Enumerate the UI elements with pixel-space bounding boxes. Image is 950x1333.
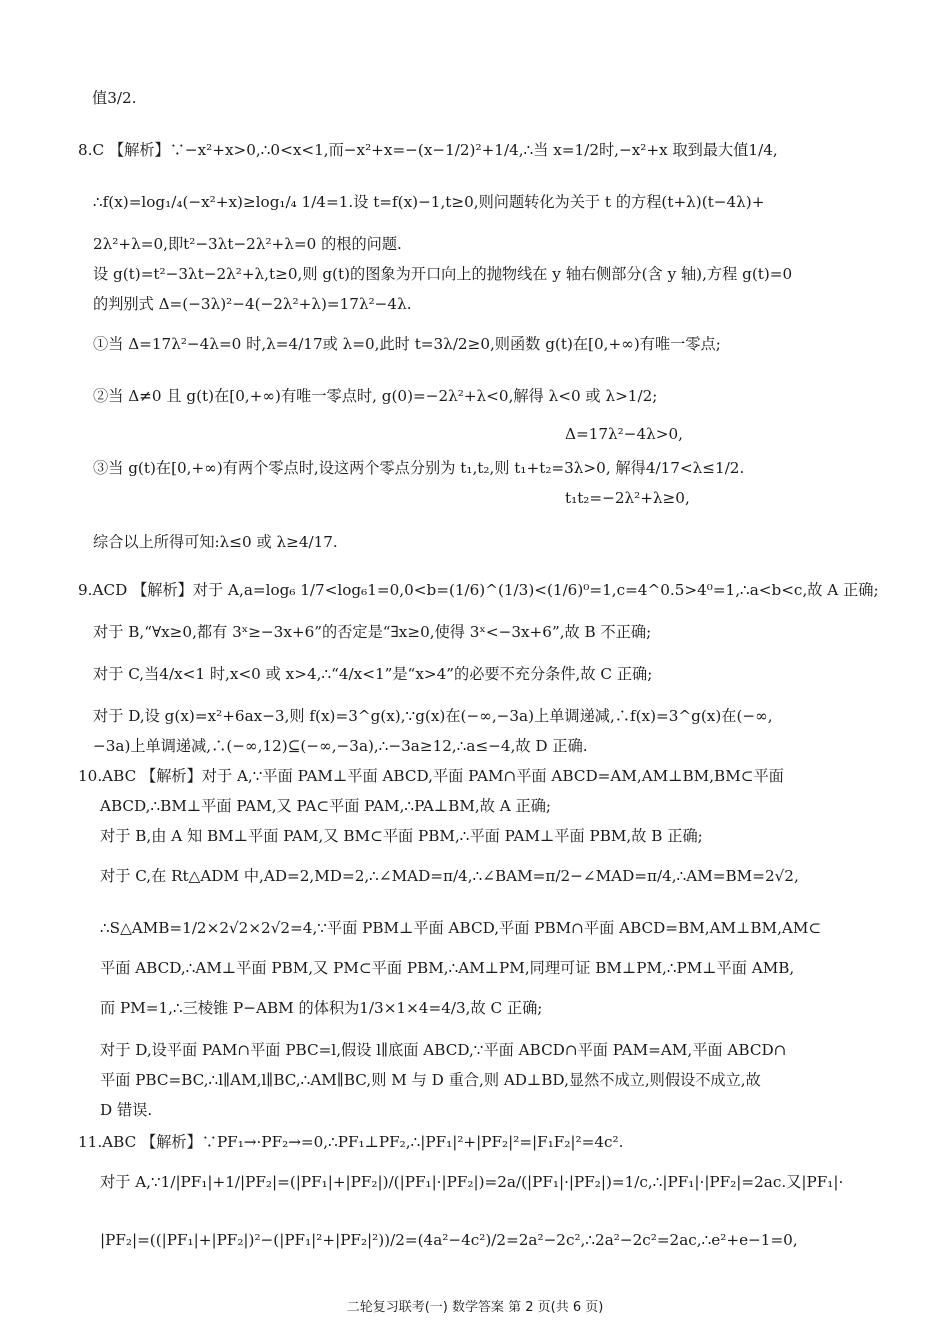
text-line: 2λ²+λ=0,即t²−3λt−2λ²+λ=0 的根的问题. bbox=[93, 235, 402, 253]
text-line: ①当 Δ=17λ²−4λ=0 时,λ=4/17或 λ=0,此时 t=3λ/2≥0,则函数 g(t)在[0,+∞)有唯一零点; bbox=[93, 335, 721, 353]
text-line: ②当 Δ≠0 且 g(t)在[0,+∞)有唯一零点时, g(0)=−2λ²+λ<0,解得 λ<0 或 λ>1/2; bbox=[93, 387, 658, 405]
text-line: −3a)上单调递减,∴(−∞,12)⊆(−∞,−3a),∴−3a≥12,∴a≤−4,故 D 正确. bbox=[93, 737, 588, 755]
text-line: 10.ABC 【解析】对于 A,∵平面 PAM⊥平面 ABCD,平面 PAM∩平面 ABCD=AM,AM⊥BM,BM⊂平面 bbox=[78, 767, 784, 785]
text-line: 对于 C,在 Rt△ADM 中,AD=2,MD=2,∴∠MAD=π/4,∴∠BAM=π/2−∠MAD=π/4,∴AM=BM=2√2, bbox=[100, 867, 799, 885]
text-line: 11.ABC 【解析】∵PF₁→·PF₂→=0,∴PF₁⊥PF₂,∴|PF₁|²+|PF₂|²=|F₁F₂|²=4c². bbox=[78, 1133, 624, 1151]
text-line: ∴S△AMB=1/2×2√2×2√2=4,∵平面 PBM⊥平面 ABCD,平面 PBM∩平面 ABCD=BM,AM⊥BM,AM⊂ bbox=[100, 919, 822, 937]
text-line: 对于 B,“∀x≥0,都有 3ˣ≥−3x+6”的否定是“∃x≥0,使得 3ˣ<−3x+6”,故 B 不正确; bbox=[93, 623, 652, 641]
text-line: D 错误. bbox=[100, 1101, 153, 1119]
text-line: ∴f(x)=log₁/₄(−x²+x)≥log₁/₄ 1/4=1.设 t=f(x)−1,t≥0,则问题转化为关于 t 的方程(t+λ)(t−4λ)+ bbox=[93, 193, 765, 211]
text-line: 对于 D,设 g(x)=x²+6ax−3,则 f(x)=3^g(x),∵g(x)在(−∞,−3a)上单调递减,∴f(x)=3^g(x)在(−∞, bbox=[93, 707, 773, 725]
text-line: 而 PM=1,∴三棱锥 P−ABM 的体积为1/3×1×4=4/3,故 C 正确; bbox=[100, 999, 543, 1017]
text-line: 9.ACD 【解析】对于 A,a=log₆ 1/7<log₆1=0,0<b=(1/6)^(1/3)<(1/6)⁰=1,c=4^0.5>4⁰=1,∴a<b<c,故 A 正确; bbox=[78, 581, 879, 599]
text-line: ABCD,∴BM⊥平面 PAM,又 PA⊂平面 PAM,∴PA⊥BM,故 A 正确; bbox=[100, 797, 552, 815]
text-line: 对于 A,∵1/|PF₁|+1/|PF₂|=(|PF₁|+|PF₂|)/(|PF₁|·|PF₂|)=2a/(|PF₁|·|PF₂|)=1/c,∴|PF₁|·|PF₂|=2ac.又|PF₁|· bbox=[100, 1173, 844, 1191]
text-line: 综合以上所得可知:λ≤0 或 λ≥4/17. bbox=[93, 533, 338, 551]
text-line: 对于 D,设平面 PAM∩平面 PBC=l,假设 l∥底面 ABCD,∵平面 ABCD∩平面 PAM=AM,平面 ABCD∩ bbox=[100, 1041, 787, 1059]
text-line: 设 g(t)=t²−3λt−2λ²+λ,t≥0,则 g(t)的图象为开口向上的抛物线在 y 轴右侧部分(含 y 轴),方程 g(t)=0 bbox=[93, 265, 793, 283]
text-line: 平面 PBC=BC,∴l∥AM,l∥BC,∴AM∥BC,则 M 与 D 重合,则 AD⊥BD,显然不成立,则假设不成立,故 bbox=[100, 1071, 761, 1089]
text-line: 值3/2. bbox=[92, 89, 137, 107]
text-line: 对于 C,当4/x<1 时,x<0 或 x>4,∴“4/x<1”是“x>4”的必要不充分条件,故 C 正确; bbox=[93, 665, 653, 683]
page-footer: 二轮复习联考(一) 数学答案 第 2 页(共 6 页) bbox=[346, 1300, 604, 1315]
text-line: 平面 ABCD,∴AM⊥平面 PBM,又 PM⊂平面 PBM,∴AM⊥PM,同理可证 BM⊥PM,∴PM⊥平面 AMB, bbox=[100, 959, 795, 977]
text-line: 对于 B,由 A 知 BM⊥平面 PAM,又 BM⊂平面 PBM,∴平面 PAM⊥平面 PBM,故 B 正确; bbox=[100, 827, 703, 845]
text-line: t₁t₂=−2λ²+λ≥0, bbox=[565, 489, 690, 507]
text-line: 8.C 【解析】∵−x²+x>0,∴0<x<1,而−x²+x=−(x−1/2)²+1/4,∴当 x=1/2时,−x²+x 取到最大值1/4, bbox=[78, 141, 778, 159]
text-line: Δ=17λ²−4λ>0, bbox=[565, 425, 683, 443]
text-line: 的判别式 Δ=(−3λ)²−4(−2λ²+λ)=17λ²−4λ. bbox=[93, 295, 412, 313]
text-line: |PF₂|=((|PF₁|+|PF₂|)²−(|PF₁|²+|PF₂|²))/2=(4a²−4c²)/2=2a²−2c²,∴2a²−2c²=2ac,∴e²+e−1=0, bbox=[100, 1231, 798, 1249]
text-line: ③当 g(t)在[0,+∞)有两个零点时,设这两个零点分别为 t₁,t₂,则 t₁+t₂=3λ>0, 解得4/17<λ≤1/2. bbox=[93, 459, 745, 477]
